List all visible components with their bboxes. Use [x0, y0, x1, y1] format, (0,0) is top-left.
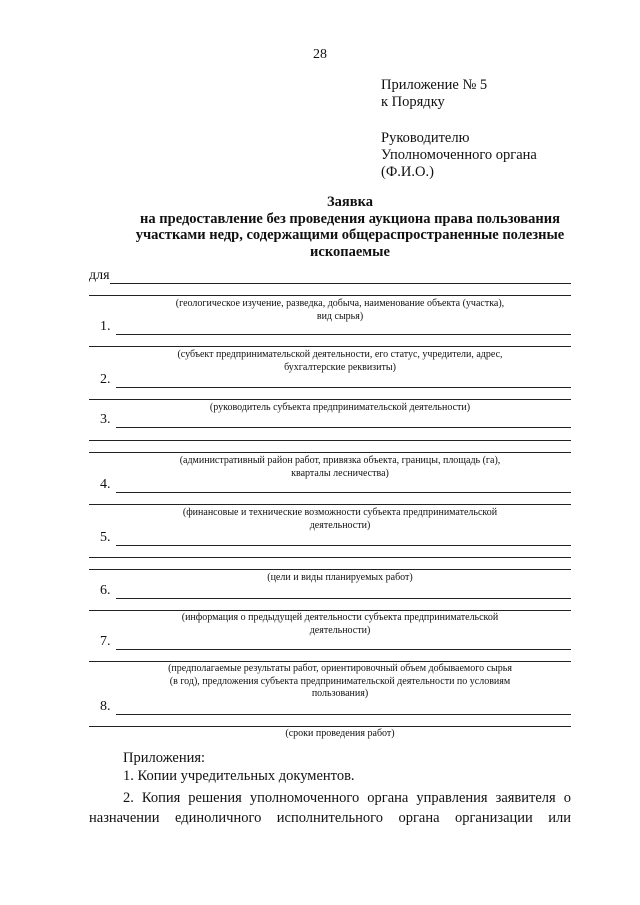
field-6-fill-line-2[interactable] [89, 610, 571, 611]
page-number: 28 [313, 47, 327, 62]
field-3-number: 3. [100, 412, 111, 427]
field-4-fill-line-2[interactable] [89, 504, 571, 505]
caption-line: (субъект предпринимательской деятельности, его статус, учредители, адрес, [177, 349, 503, 360]
appendix-to-order: к Порядку [381, 94, 445, 110]
field-1-caption [80, 349, 600, 374]
caption-line: деятельности) [309, 519, 371, 531]
appendix-number: Приложение № 5 [381, 77, 488, 93]
field-2-fill-line[interactable] [116, 387, 571, 388]
field-4-number: 4. [100, 477, 111, 492]
field-2-number: 2. [100, 372, 111, 387]
field-6-number: 6. [100, 583, 111, 598]
field-8-fill-line[interactable] [116, 714, 571, 715]
title-line-3: ископаемые [310, 243, 390, 260]
for-fill-line-2[interactable] [89, 295, 571, 296]
caption-line: (цели и виды планируемых работ) [267, 572, 413, 583]
attachment-item-2: 2. Копия решения уполномоченного органа управления заявителя о назначении единоличного исполнительного органа организации или [89, 790, 571, 826]
attachment-item-1: 1. Копии учредительных документов. [123, 768, 355, 784]
field-4-caption [80, 507, 600, 532]
field-7-fill-line[interactable] [116, 649, 571, 650]
field-7-fill-line-2[interactable] [89, 661, 571, 662]
document-title [60, 194, 640, 260]
field-7-caption [80, 663, 600, 701]
field-5-fill-line-2[interactable] [89, 557, 571, 558]
addressee-line-1: Руководителю [381, 130, 470, 146]
addressee-line-2: Уполномоченного органа [381, 147, 537, 163]
appendix-reference [381, 77, 487, 111]
field-3-fill-line-2[interactable] [89, 440, 571, 441]
caption-line: бухгалтерские реквизиты) [284, 361, 396, 373]
for-caption [80, 298, 600, 323]
field-3-caption [80, 455, 600, 480]
title-heading: Заявка [327, 194, 373, 210]
caption-line: (информация о предыдущей деятельности субъекта предпринимательской [181, 612, 499, 623]
for-label: для [89, 268, 110, 283]
title-line-2: участками недр, содержащими общераспространенные полезные [135, 227, 565, 243]
field-6-fill-line[interactable] [116, 598, 571, 599]
title-line-1: на предоставление без проведения аукциона права пользования [140, 210, 560, 227]
caption-line: (финансовые и технические возможности субъекта предпринимательской [182, 507, 498, 518]
caption-line: (административный район работ, привязка объекта, границы, площадь (га), [179, 455, 501, 466]
for-fill-line[interactable] [110, 283, 571, 284]
field-2-fill-line-2[interactable] [89, 399, 571, 400]
field-5-number: 5. [100, 530, 111, 545]
caption-line: деятельности) [309, 624, 371, 636]
field-4-fill-line[interactable] [116, 492, 571, 493]
caption-line: пользования) [311, 688, 369, 699]
caption-line: вид сырья) [316, 310, 364, 322]
caption-line: (предполагаемые результаты работ, ориентировочный объем добываемого сырья [168, 663, 512, 674]
field-5-fill-line-3[interactable] [89, 569, 571, 570]
field-7-number: 7. [100, 634, 111, 649]
caption-line: (руководитель субъекта предпринимательской деятельности) [209, 402, 471, 413]
caption-line: (в год), предложения субъекта предпринимательской деятельности по условиям [169, 675, 511, 687]
field-3-fill-line[interactable] [116, 427, 571, 428]
field-6-caption [80, 612, 600, 637]
attachments-heading: Приложения: [123, 750, 206, 766]
field-1-number: 1. [100, 319, 111, 334]
caption-line: (геологическое изучение, разведка, добыча, наименование объекта (участка), [175, 298, 505, 309]
caption-line: кварталы лесничества) [291, 467, 389, 479]
field-5-caption [80, 572, 600, 585]
addressee-name-placeholder: (Ф.И.О.) [381, 164, 434, 180]
field-5-fill-line[interactable] [116, 545, 571, 546]
field-8-fill-line-2[interactable] [89, 726, 571, 727]
field-8-number: 8. [100, 699, 111, 714]
addressee-block [381, 130, 537, 181]
field-1-fill-line[interactable] [116, 334, 571, 335]
field-2-caption [80, 402, 600, 415]
field-3-fill-line-3[interactable] [89, 452, 571, 453]
field-1-fill-line-2[interactable] [89, 346, 571, 347]
caption-line: (сроки проведения работ) [285, 728, 395, 739]
field-8-caption [80, 728, 600, 741]
